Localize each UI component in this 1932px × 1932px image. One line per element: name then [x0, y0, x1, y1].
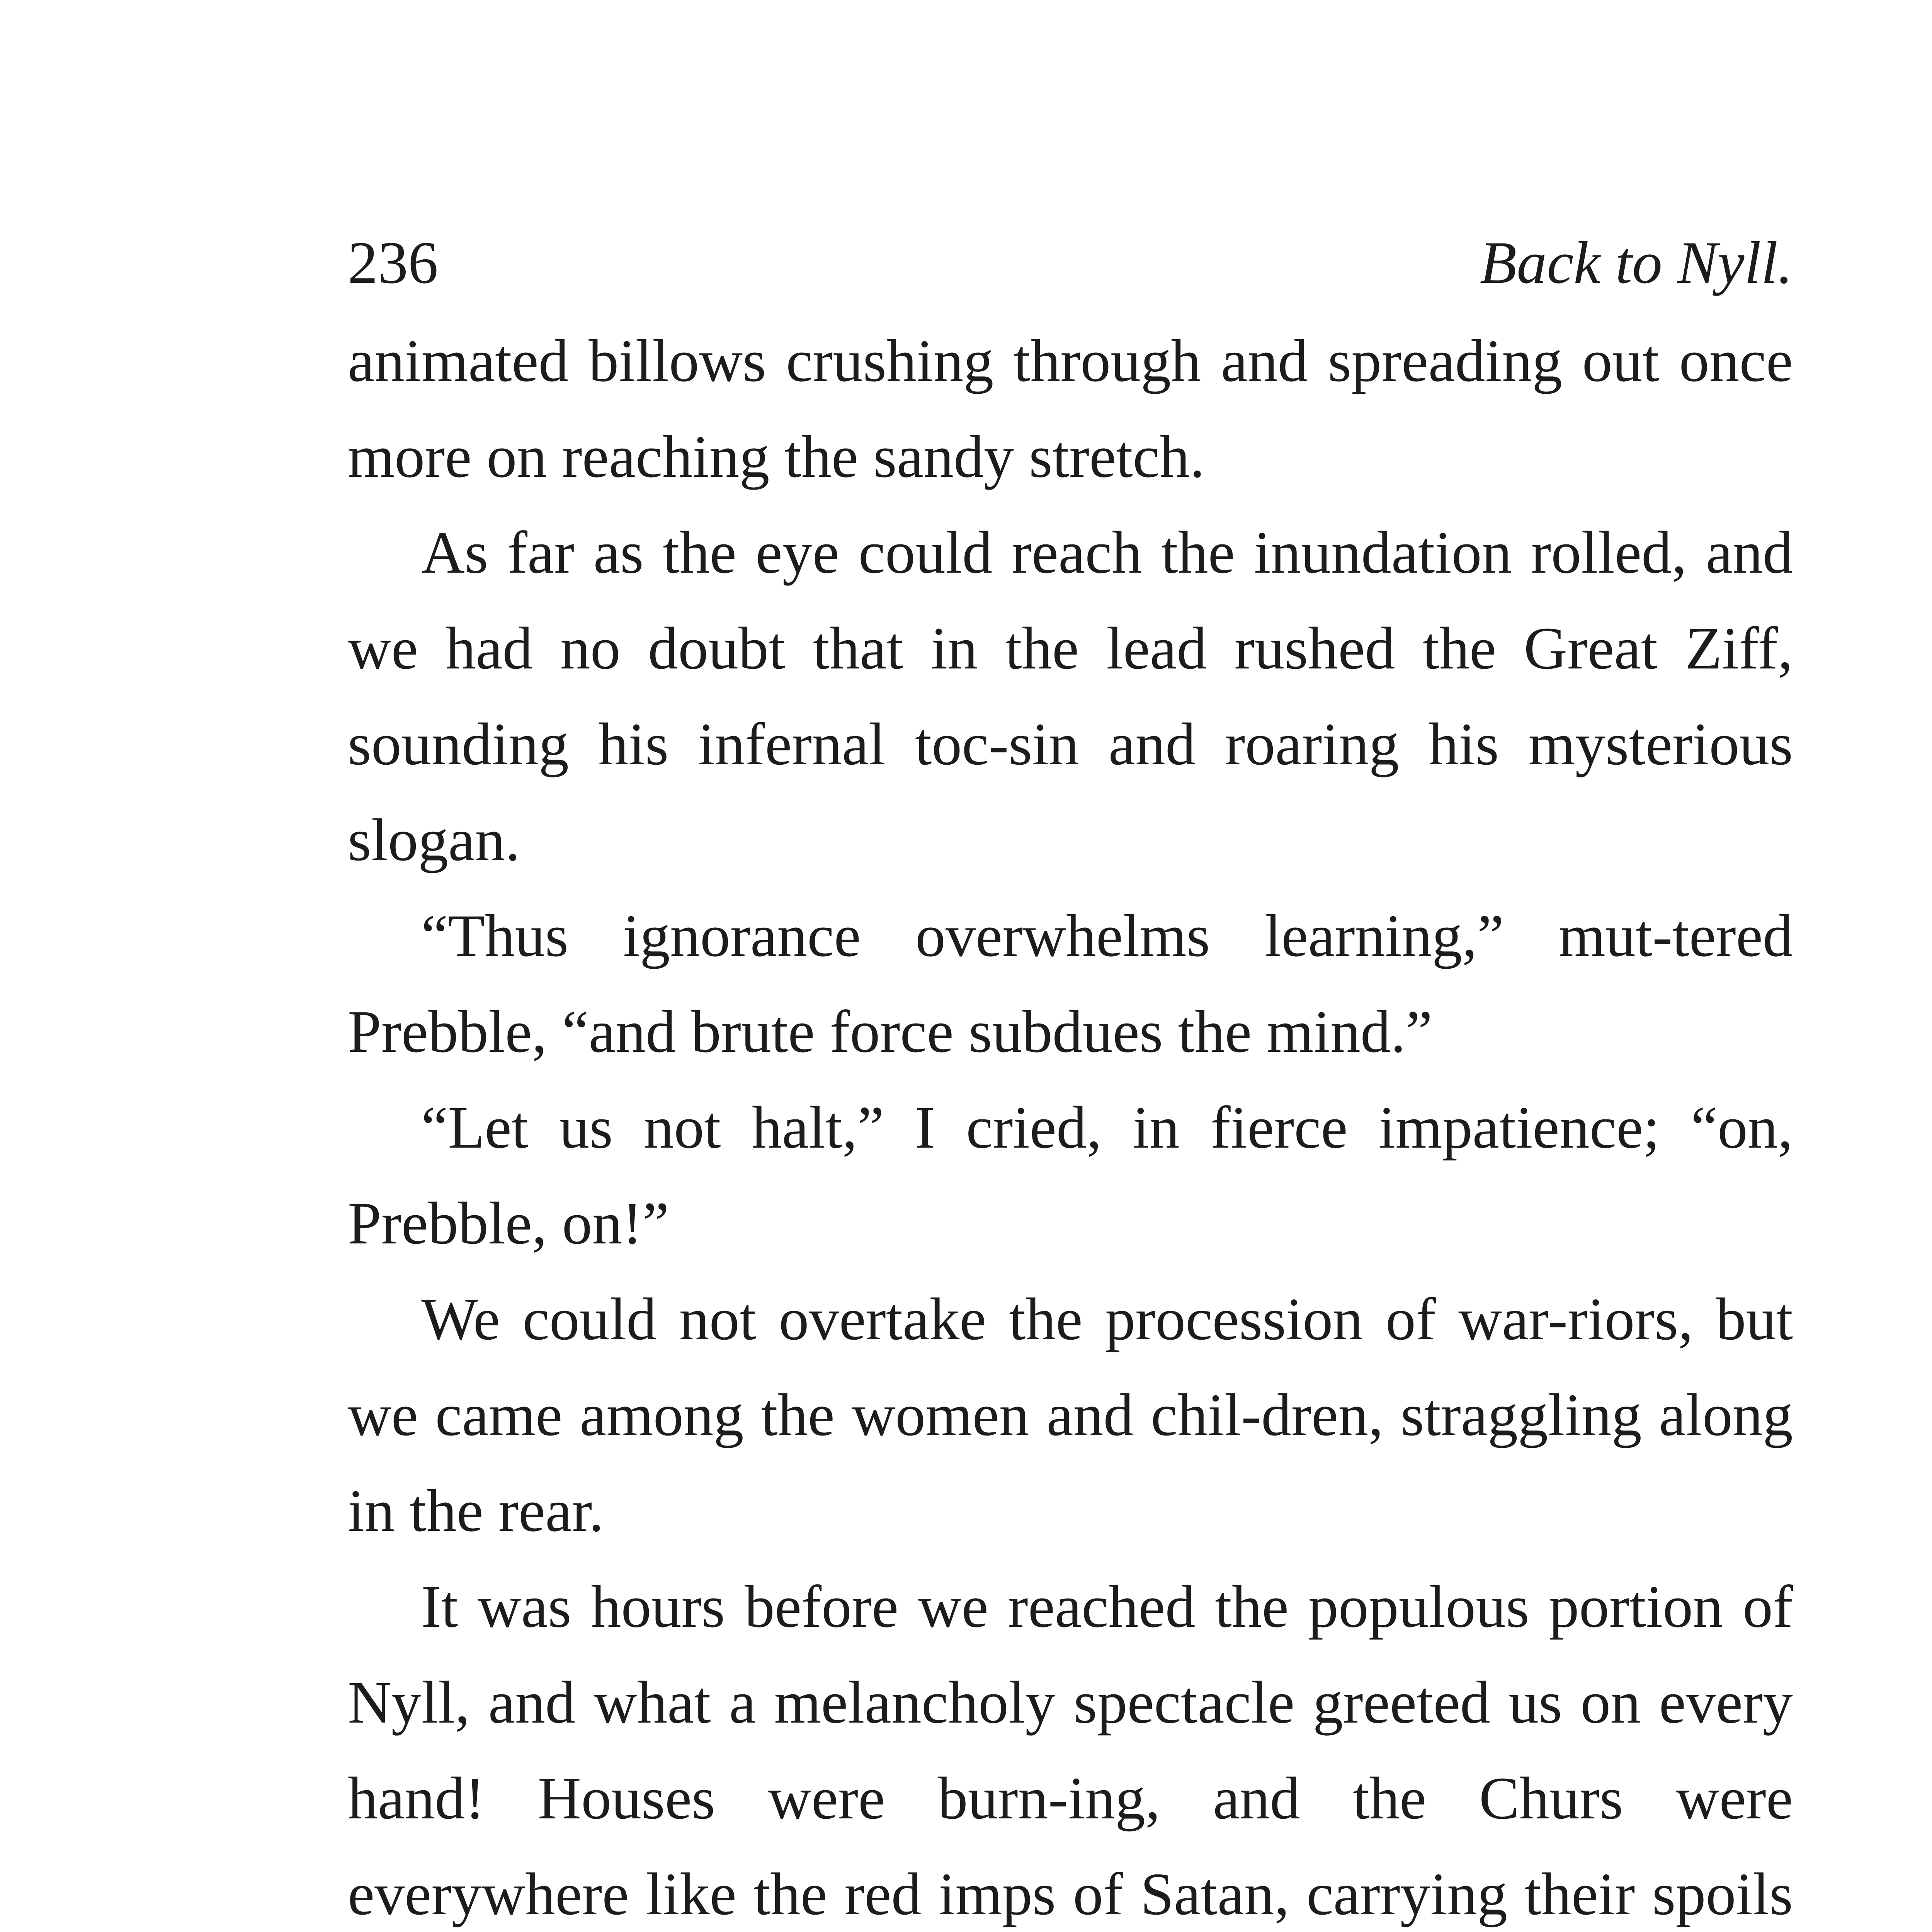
running-title: Back to Nyll. — [1480, 229, 1793, 296]
paragraph: It was hours before we reached the populous portion of Nyll, and what a melancholy spectacle greeted us on every hand! Houses were burn-ing, and the Churs were everywhere like the red imps of Satan, carrying their spoils — [348, 1573, 1793, 1927]
body-text — [348, 313, 1793, 1932]
paragraph: “Let us not halt,” I cried, in fierce impatience; “on, Prebble, on!” — [348, 1094, 1793, 1257]
paragraph: As far as the eye could reach the inundation rolled, and we had no doubt that in the lead rushed the Great Ziff, sounding his infernal toc-sin and roaring his mysterious slogan. — [348, 519, 1793, 873]
running-head — [348, 216, 1793, 309]
paragraph: “Thus ignorance overwhelms learning,” mut-tered Prebble, “and brute force subdues the mind.” — [348, 902, 1793, 1065]
page-number: 236 — [348, 229, 438, 296]
paragraph: We could not overtake the procession of war-riors, but we came among the women and chil-dren, straggling along in the rear. — [348, 1286, 1793, 1544]
paragraph: animated billows crushing through and spreading out once more on reaching the sandy stretch. — [348, 327, 1793, 490]
